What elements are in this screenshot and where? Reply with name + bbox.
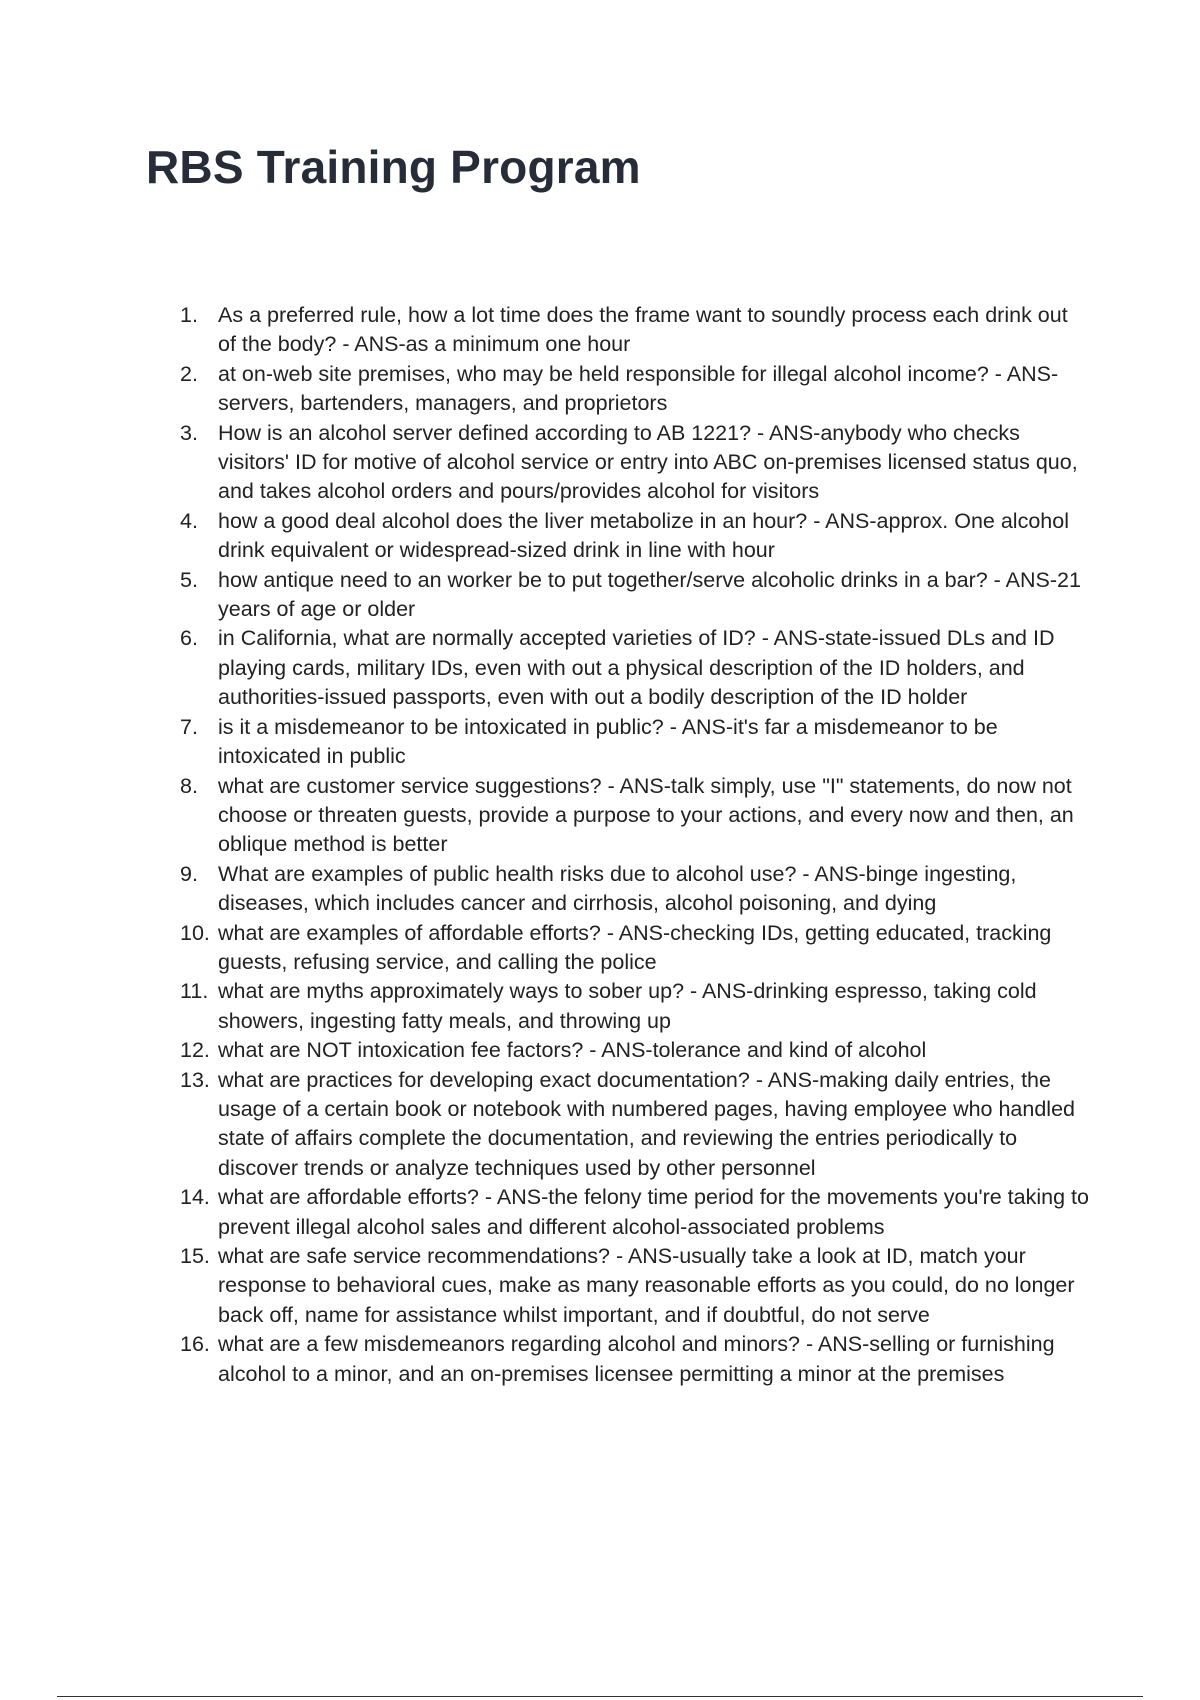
list-item xyxy=(180,624,1090,712)
list-item xyxy=(180,1242,1090,1330)
item-text: what are practices for developing exact documentation? - ANS-making daily entries, the usage of a certain book or notebook with numbered pages, having employee who handled state of affairs complete the documentation, and reviewing the entries periodically to discover trends or analyze techniques used by other personnel xyxy=(218,1067,1075,1180)
item-text: what are a few misdemeanors regarding alcohol and minors? - ANS-selling or furnishing alcohol to a minor, and an on-premises licensee permitting a minor at the premises xyxy=(218,1332,1055,1386)
list-item xyxy=(180,419,1090,507)
item-number: 13. xyxy=(180,1067,210,1092)
list-item xyxy=(180,919,1090,978)
item-number: 10. xyxy=(180,920,210,945)
item-number: 12. xyxy=(180,1038,210,1063)
list-item xyxy=(180,566,1090,625)
item-text: how a good deal alcohol does the liver metabolize in an hour? - ANS-approx. One alcohol drink equivalent or widespread-sized drink in line with hour xyxy=(218,508,1069,563)
item-number: 8. xyxy=(180,773,198,798)
list-item xyxy=(180,860,1090,919)
item-text: at on-web site premises, who may be held responsible for illegal alcohol income? - ANS-servers, bartenders, managers, and proprietors xyxy=(218,361,1059,416)
qa-list xyxy=(180,301,1090,1389)
list-item xyxy=(180,1183,1090,1242)
item-number: 14. xyxy=(180,1185,210,1210)
item-number: 3. xyxy=(180,420,198,445)
list-item xyxy=(180,507,1090,566)
item-number: 2. xyxy=(180,361,198,386)
item-text: what are safe service recommendations? - ANS-usually take a look at ID, match your response to behavioral cues, make as many reasonable efforts as you could, do no longer back off, name for assistance whilst important, and if doubtful, do not serve xyxy=(218,1244,1075,1327)
list-item xyxy=(180,772,1090,860)
item-number: 6. xyxy=(180,626,198,651)
item-number: 16. xyxy=(180,1332,210,1357)
item-text: what are customer service suggestions? - ANS-talk simply, use "I" statements, do now not choose or threaten guests, provide a purpose to your actions, and every now and then, an oblique method is better xyxy=(218,773,1074,857)
item-number: 1. xyxy=(180,303,198,327)
list-item xyxy=(180,360,1090,419)
item-text: What are examples of public health risks due to alcohol use? - ANS-binge ingesting, diseases, which includes cancer and cirrhosis, alcohol poisoning, and dying xyxy=(218,861,1017,916)
list-item xyxy=(180,1036,1090,1065)
list-item xyxy=(180,1066,1090,1184)
item-number: 7. xyxy=(180,714,198,739)
item-text: what are NOT intoxication fee factors? - ANS-tolerance and kind of alcohol xyxy=(218,1038,927,1063)
footer-divider xyxy=(57,1696,1143,1697)
item-text: in California, what are normally accepted varieties of ID? - ANS-state-issued DLs and ID playing cards, military IDs, even with out a physical description of the ID holders, and authorities-issued passports, even with out a bodily description of the ID holder xyxy=(218,626,1055,710)
list-item xyxy=(180,713,1090,772)
item-number: 9. xyxy=(180,861,198,886)
list-item xyxy=(180,301,1090,360)
item-text: what are affordable efforts? - ANS-the felony time period for the movements you're taking to prevent illegal alcohol sales and different alcohol-associated problems xyxy=(218,1185,1089,1239)
page-title: RBS Training Program xyxy=(146,141,641,193)
item-number: 11. xyxy=(180,979,209,1004)
item-text: what are examples of affordable efforts? - ANS-checking IDs, getting educated, tracking guests, refusing service, and calling the police xyxy=(218,920,1052,974)
item-number: 5. xyxy=(180,567,198,592)
item-text: what are myths approximately ways to sober up? - ANS-drinking espresso, taking cold showers, ingesting fatty meals, and throwing up xyxy=(218,979,1037,1033)
list-item xyxy=(180,977,1090,1036)
item-text: How is an alcohol server defined according to AB 1221? - ANS-anybody who checks visitors' ID for motive of alcohol service or entry into ABC on-premises licensed status quo, and takes alcohol orders and pours/provides alcohol for visitors xyxy=(218,420,1078,504)
item-text: As a preferred rule, how a lot time does the frame want to soundly process each drink out of the body? - ANS-as a minimum one hour xyxy=(218,303,1068,357)
list-item xyxy=(180,1330,1090,1389)
item-number: 15. xyxy=(180,1244,210,1268)
item-text: how antique need to an worker be to put together/serve alcoholic drinks in a bar? - ANS-21 years of age or older xyxy=(218,567,1081,622)
item-number: 4. xyxy=(180,508,198,533)
item-text: is it a misdemeanor to be intoxicated in public? - ANS-it's far a misdemeanor to be intoxicated in public xyxy=(218,714,998,769)
